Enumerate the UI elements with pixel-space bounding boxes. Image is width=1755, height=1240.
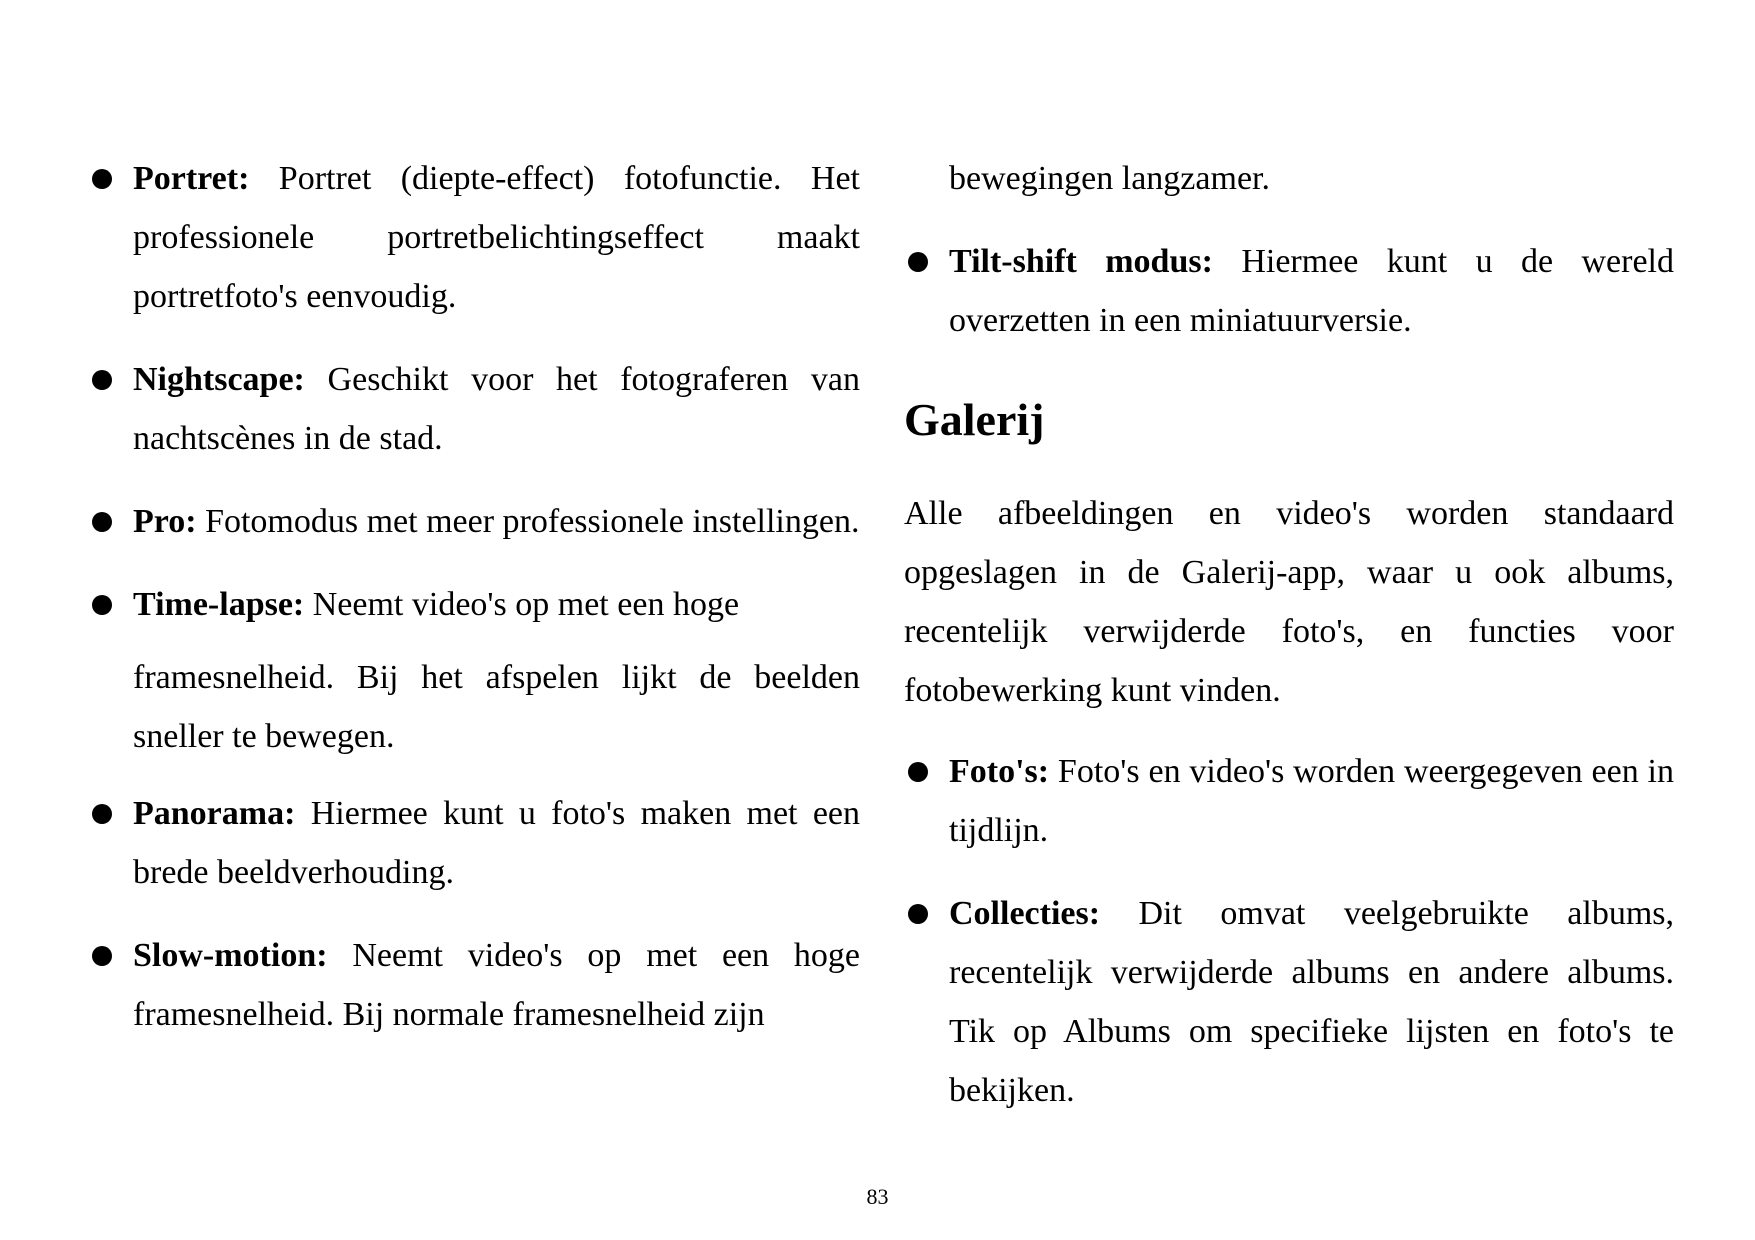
item-text: Portret (diepte-effect) fotofunctie. Het professionele portretbelichtingseffect maakt portretfoto's eenvoudig. [133, 160, 860, 315]
list-item-timelapse [88, 575, 860, 634]
list-item-tiltshift [904, 232, 1674, 350]
left-column [88, 149, 860, 1068]
item-text: Geschikt voor het fotograferen van nachtscènes in de stad. [133, 361, 860, 457]
list-item-nightscape [88, 350, 860, 468]
item-term: Nightscape: [133, 361, 305, 398]
item-term: Collecties: [949, 895, 1101, 932]
list-item-slowmotion [88, 926, 860, 1044]
bullet-icon [908, 904, 928, 924]
item-text: Dit omvat veelgebruikte albums, recentelijk verwijderde albums en andere albums. Tik op Albums om specifieke lijsten en foto's te bekijken. [949, 895, 1674, 1109]
item-term: Foto's: [949, 753, 1050, 790]
page-number: 83 [866, 1184, 889, 1209]
item-term: Panorama: [133, 795, 296, 832]
list-item-collecties [904, 884, 1674, 1120]
item-text: Hiermee kunt u de wereld overzetten in een miniatuurversie. [949, 243, 1674, 339]
bullet-icon [92, 169, 112, 189]
right-column [904, 149, 1674, 1144]
bullet-icon [92, 946, 112, 966]
item-text: Neemt video's op met een hoge [304, 586, 740, 623]
item-text: Foto's en video's worden weergegeven een in tijdlijn. [949, 753, 1674, 849]
bullet-icon [908, 252, 928, 272]
slowmotion-continuation: bewegingen langzamer. [949, 160, 1270, 197]
bullet-icon [92, 370, 112, 390]
timelapse-continuation: framesnelheid. Bij het afspelen lijkt de beelden sneller te bewegen. [133, 659, 860, 755]
bullet-icon [92, 512, 112, 532]
item-text: Fotomodus met meer professionele instellingen. [196, 503, 860, 540]
item-term: Pro: [133, 503, 197, 540]
bullet-icon [908, 762, 928, 782]
bullet-icon [92, 804, 112, 824]
item-term: Portret: [133, 160, 250, 197]
list-item-portret [88, 149, 860, 326]
item-text: Hiermee kunt u foto's maken met een brede beeldverhouding. [133, 795, 860, 891]
section-title: Galerij [904, 394, 1045, 445]
list-item-fotos [904, 742, 1674, 860]
list-item-panorama [88, 784, 860, 902]
item-text: Neemt video's op met een hoge framesnelheid. Bij normale framesnelheid zijn [133, 937, 860, 1033]
list-item-pro [88, 492, 860, 551]
bullet-icon [92, 595, 112, 615]
gallery-intro: Alle afbeeldingen en video's worden standaard opgeslagen in de Galerij-app, waar u ook albums, recentelijk verwijderde foto's, en functies voor fotobewerking kunt vinden. [904, 495, 1674, 709]
item-term: Tilt-shift modus: [949, 243, 1213, 280]
item-term: Slow-motion: [133, 937, 328, 974]
item-term: Time-lapse: [133, 586, 305, 623]
